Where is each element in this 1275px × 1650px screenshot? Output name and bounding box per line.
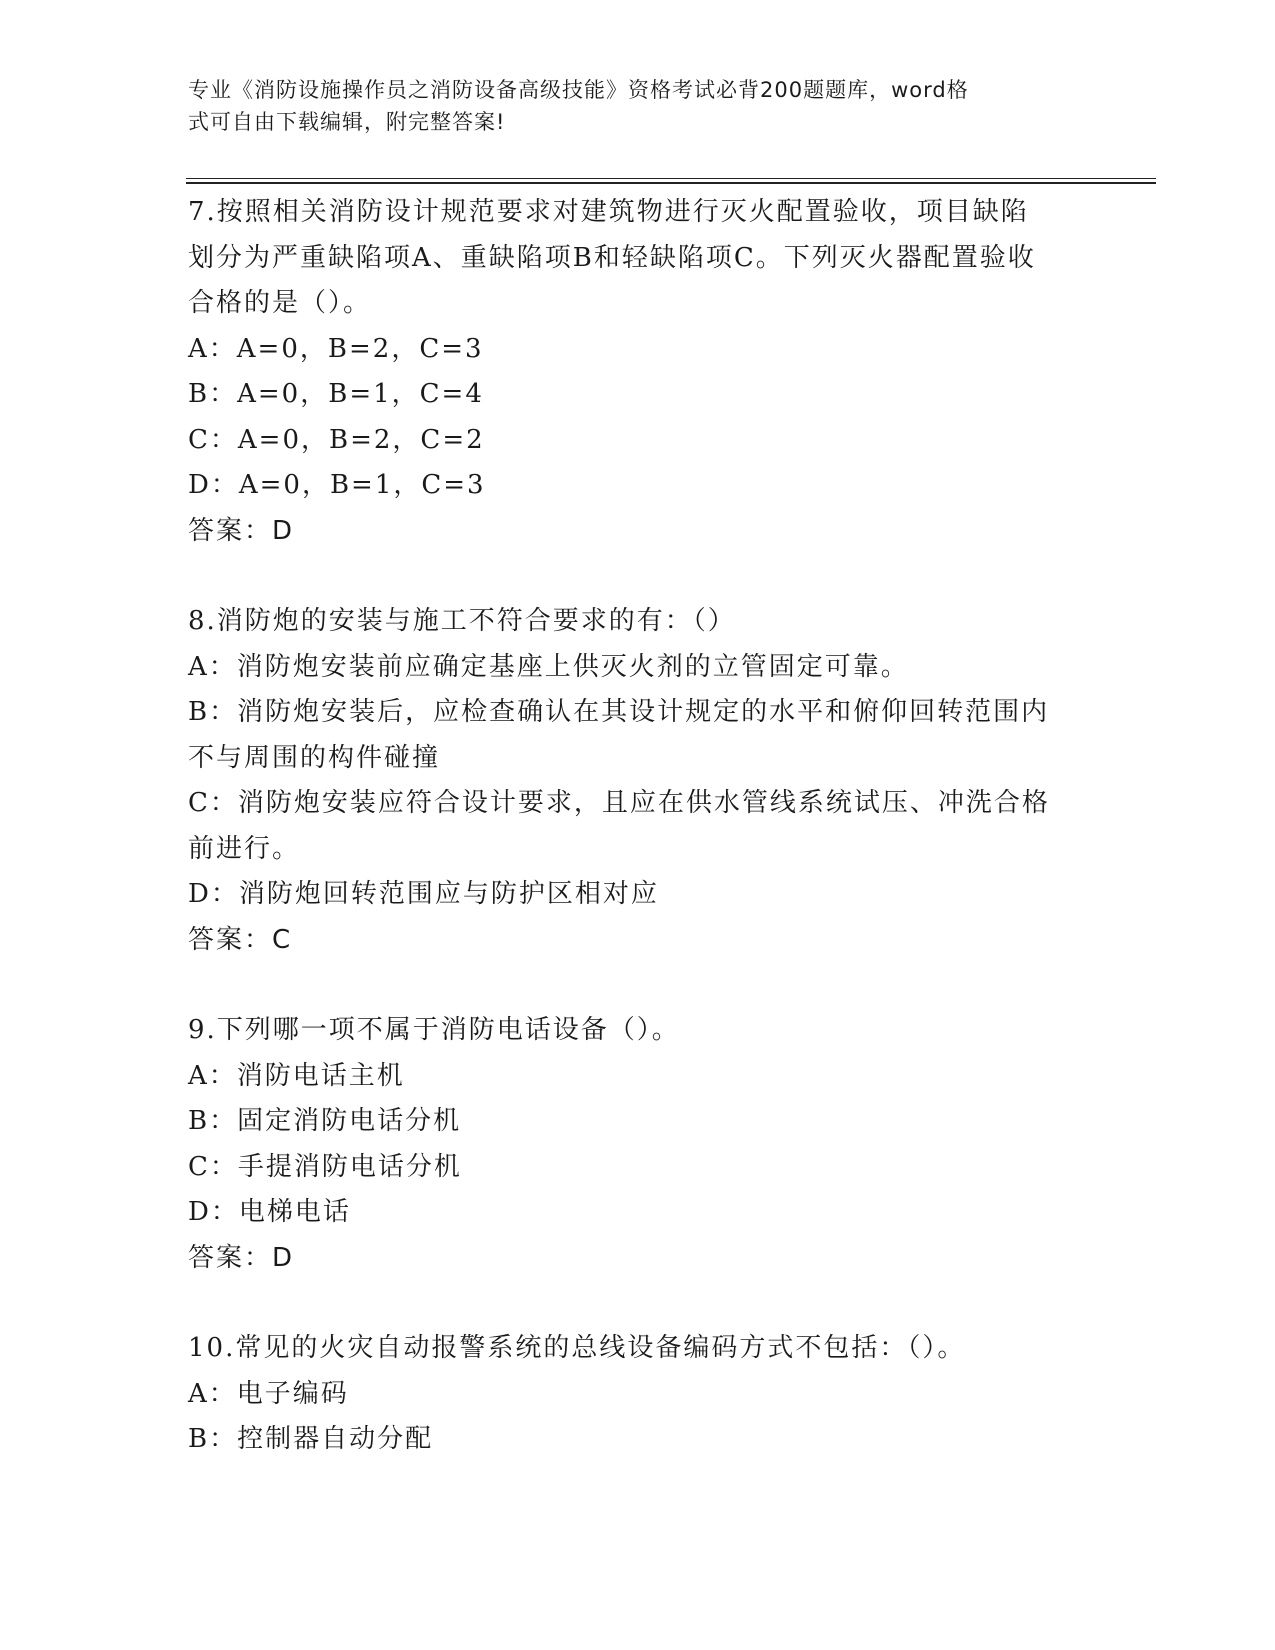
header-divider-thin: [186, 178, 1156, 179]
option-c: C：A=0，B=2，C=2: [188, 424, 485, 455]
option-b-continued: 不与周围的构件碰撞: [188, 742, 441, 773]
question-7: [188, 190, 1088, 554]
option-a: A：A=0，B=2，C=3: [188, 333, 484, 364]
answer: 答案：D: [188, 1242, 295, 1273]
header-divider-thick: [186, 182, 1156, 184]
question-list: [188, 190, 1088, 1508]
question-stem-line: 9.下列哪一项不属于消防电话设备（）。: [188, 1015, 680, 1045]
header-line-2: 式可自由下载编辑，附完整答案!: [188, 110, 506, 134]
option-d: D：A=0，B=1，C=3: [188, 470, 486, 500]
option-d: D：电梯电话: [188, 1197, 351, 1227]
option-c-continued: 前进行。: [188, 833, 301, 864]
option-d: D：消防炮回转范围应与防护区相对应: [188, 879, 659, 909]
question-stem-line: 8.消防炮的安装与施工不符合要求的有：（）: [188, 606, 736, 636]
question-9: [188, 1008, 1088, 1281]
option-a: A：电子编码: [188, 1378, 349, 1409]
option-a: A：消防电话主机: [188, 1060, 405, 1091]
document-header: [188, 74, 1088, 138]
option-c: C：消防炮安装应符合设计要求，且应在供水管线系统试压、冲洗合格: [188, 788, 1050, 818]
answer: 答案：D: [188, 515, 295, 546]
option-c: C：手提消防电话分机: [188, 1151, 462, 1182]
option-b: B：消防炮安装后，应检查确认在其设计规定的水平和俯仰回转范围内: [188, 697, 1050, 727]
option-b: B：固定消防电话分机: [188, 1106, 462, 1136]
question-stem-line: 划分为严重缺陷项A、重缺陷项B和轻缺陷项C。下列灭火器配置验收: [188, 242, 1036, 273]
question-stem-line: 7.按照相关消防设计规范要求对建筑物进行灭火配置验收，项目缺陷: [188, 197, 1029, 227]
answer: 答案：C: [188, 924, 293, 955]
question-10: [188, 1326, 1088, 1463]
question-stem-line: 10.常见的火灾自动报警系统的总线设备编码方式不包括：（）。: [188, 1333, 966, 1363]
option-a: A：消防炮安装前应确定基座上供灭火剂的立管固定可靠。: [188, 651, 909, 682]
option-b: B：控制器自动分配: [188, 1424, 434, 1454]
question-8: [188, 599, 1088, 963]
header-line-1: 专业《消防设施操作员之消防设备高级技能》资格考试必背200题题库，word格: [188, 78, 969, 102]
option-b: B：A=0，B=1，C=4: [188, 379, 484, 409]
question-stem-line: 合格的是（）。: [188, 288, 372, 318]
